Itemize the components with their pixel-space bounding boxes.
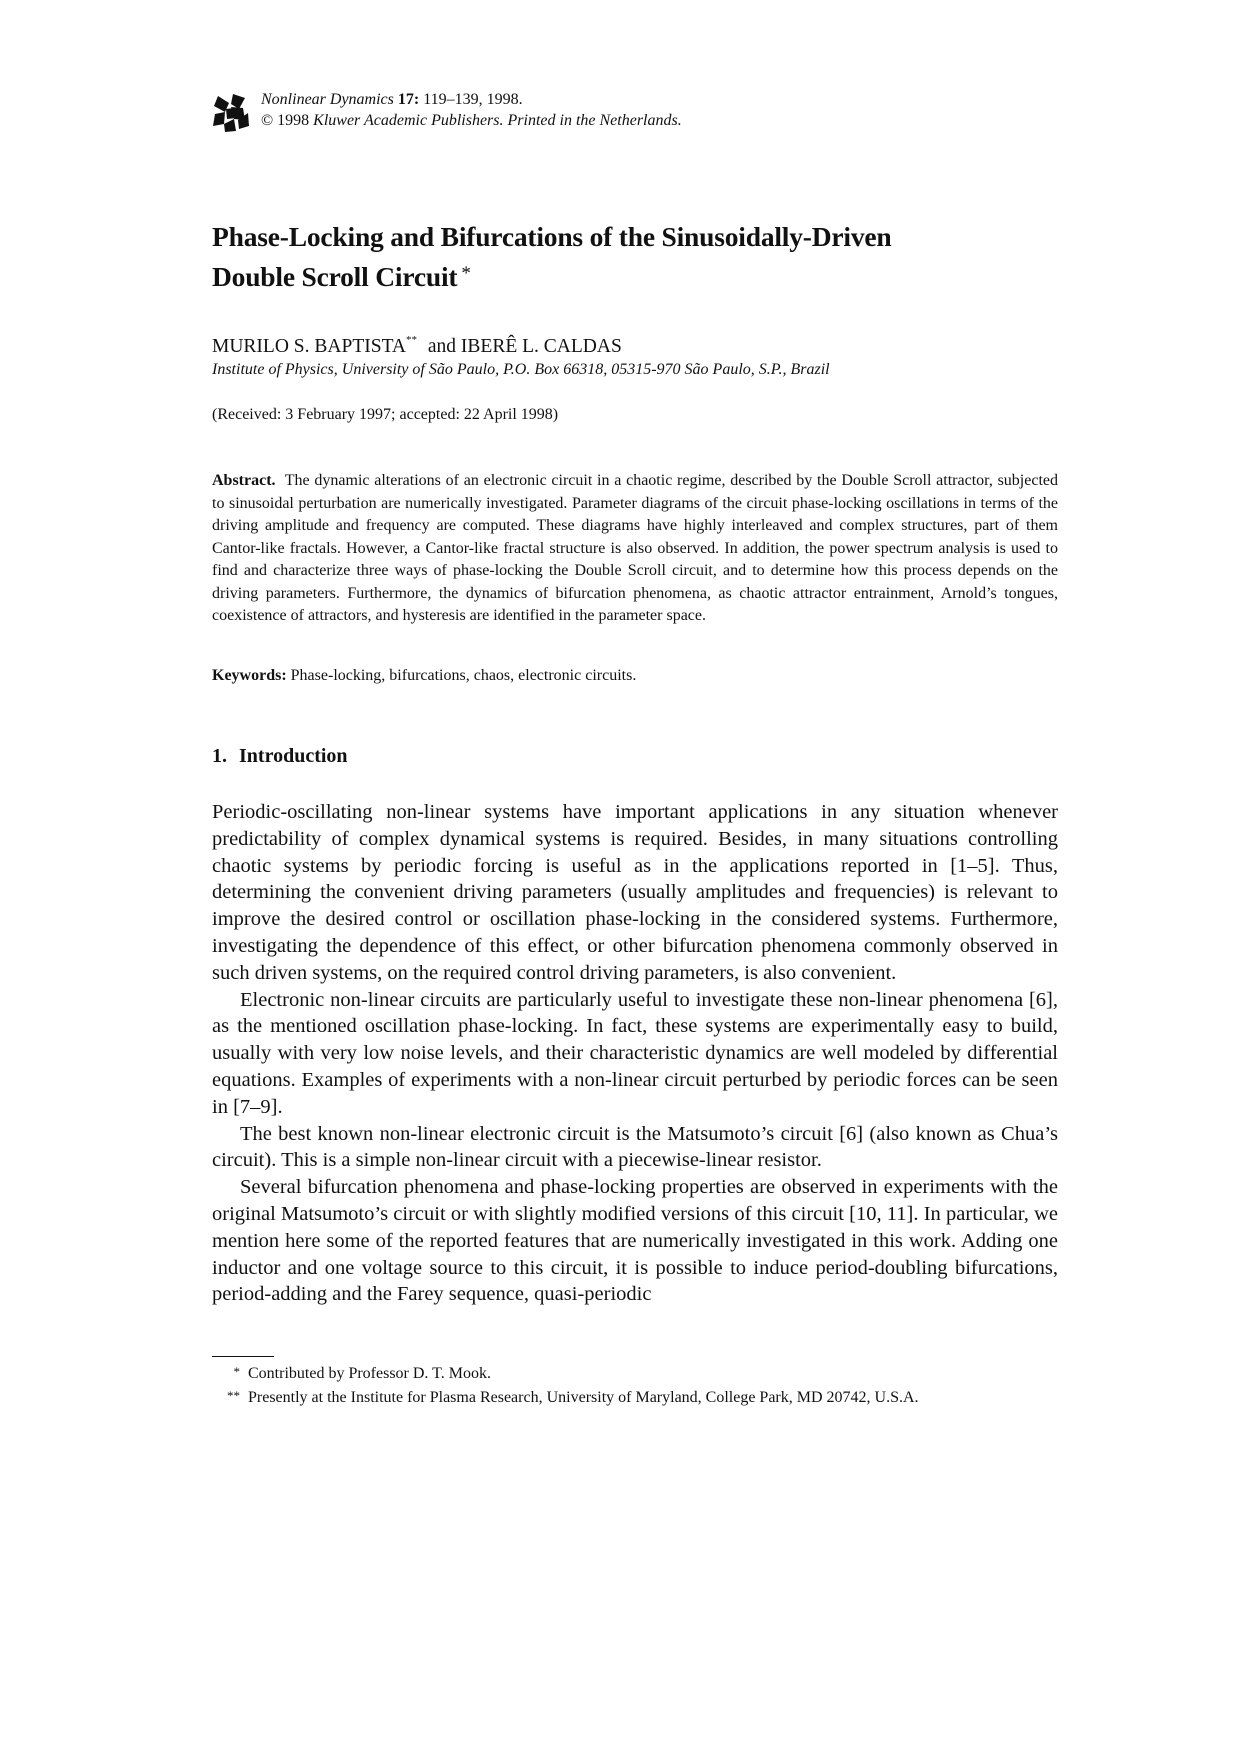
author-2: IBERÊ L. CALDAS [460,336,622,357]
received-dates: (Received: 3 February 1997; accepted: 22 April 1998) [212,406,559,423]
journal-line-2 [261,110,682,131]
copyright-year: 1998 [277,112,310,129]
author-connector: and [427,336,457,357]
printed-note: Printed in the Netherlands. [507,112,682,129]
footnotes [222,1361,919,1409]
paragraph: Periodic-oscillating non-linear systems have important applications in any situation whenever predictability of complex dynamical systems is required. Besides, in many situations controlling chaotic systems by periodic forcing is useful as in the applications reported in [1–5]. Thus, determining the convenient driving parameters (usually amplitudes and frequencies) is relevant to improve the desired control or oscillation phase-locking in the considered systems. Furthermore, investigating the dependence of this effect, or other bifurcation phenomena commonly observed in such driven systems, on the required control driving parameters, is also convenient. [212,801,1058,984]
footnote-mark: ** [227,1388,240,1403]
journal-pages: 119–139, 1998. [423,91,523,108]
title-line-2: Double Scroll Circuit [212,261,458,292]
journal-citation [261,89,682,131]
keywords-text: Phase-locking, bifurcations, chaos, electronic circuits. [290,667,637,684]
section-number: 1. [212,745,227,767]
publisher-logo-icon [212,93,250,133]
section-heading [212,745,348,768]
body-text [212,799,1058,1308]
affiliation: Institute of Physics, University of São Paulo, P.O. Box 66318, 05315-970 São Paulo, S.P., Brazil [212,361,830,378]
footnote [222,1385,919,1409]
paragraph: Electronic non-linear circuits are particularly useful to investigate these non-linear phenomena [6], as the mentioned oscillation phase-locking. In fact, these systems are experimentally easy to build, usually with very low noise levels, and their characteristic dynamics are well modeled by differential equations. Examples of experiments with a non-linear circuit perturbed by periodic forces can be seen in [7–9]. [212,988,1058,1118]
abstract [212,470,1058,628]
journal-name: Nonlinear Dynamics [261,91,394,108]
author-1: MURILO S. BAPTISTA [212,336,407,357]
footnote-divider [212,1356,274,1357]
paper-title [212,218,1062,295]
title-footnote-mark: * [461,263,471,284]
publisher-name: Kluwer Academic Publishers. [313,112,504,129]
paragraph: Several bifurcation phenomena and phase-locking properties are observed in experiments with the original Matsumoto’s circuit or with slightly modified versions of this circuit [10, 11]. In particular, we mention here some of the reported features that are numerically investigated in this work. Adding one inductor and one voltage source to this circuit, it is possible to induce period-doubling bifurcations, period-adding and the Farey sequence, quasi-periodic [212,1176,1058,1306]
abstract-label: Abstract. [212,472,276,489]
footnote-text: Contributed by Professor D. T. Mook. [248,1365,491,1382]
section-title: Introduction [239,745,348,767]
author-list [212,334,622,358]
footnote-mark: * [233,1364,240,1379]
keywords [212,667,636,685]
paragraph: The best known non-linear electronic circuit is the Matsumoto’s circuit [6] (also known as Chua’s circuit). This is a simple non-linear circuit with a piecewise-linear resistor. [212,1122,1058,1172]
title-line-1: Phase-Locking and Bifurcations of the Sinusoidally-Driven [212,221,892,252]
journal-line-1 [261,89,682,110]
footnote-text: Presently at the Institute for Plasma Research, University of Maryland, College Park, MD 20742, U.S.A. [248,1389,919,1406]
author-1-footnote-mark: ** [406,334,418,346]
copyright-symbol: © [261,112,274,129]
keywords-label: Keywords: [212,667,287,684]
journal-volume: 17: [397,91,420,108]
footnote [222,1361,919,1385]
abstract-text: The dynamic alterations of an electronic circuit in a chaotic regime, described by the Double Scroll attractor, subjected to sinusoidal perturbation are numerically investigated. Parameter diagrams of the circuit phase-locking oscillations in terms of the driving amplitude and frequency are computed. These diagrams have highly interleaved and complex structures, part of them Cantor-like fractals. However, a Cantor-like fractal structure is also observed. In addition, the power spectrum analysis is used to find and characterize three ways of phase-locking the Double Scroll circuit, and to determine how this process depends on the driving parameters. Furthermore, the dynamics of bifurcation phenomena, as chaotic attractor entrainment, Arnold’s tongues, coexistence of attractors, and hysteresis are identified in the parameter space. [212,472,1059,624]
